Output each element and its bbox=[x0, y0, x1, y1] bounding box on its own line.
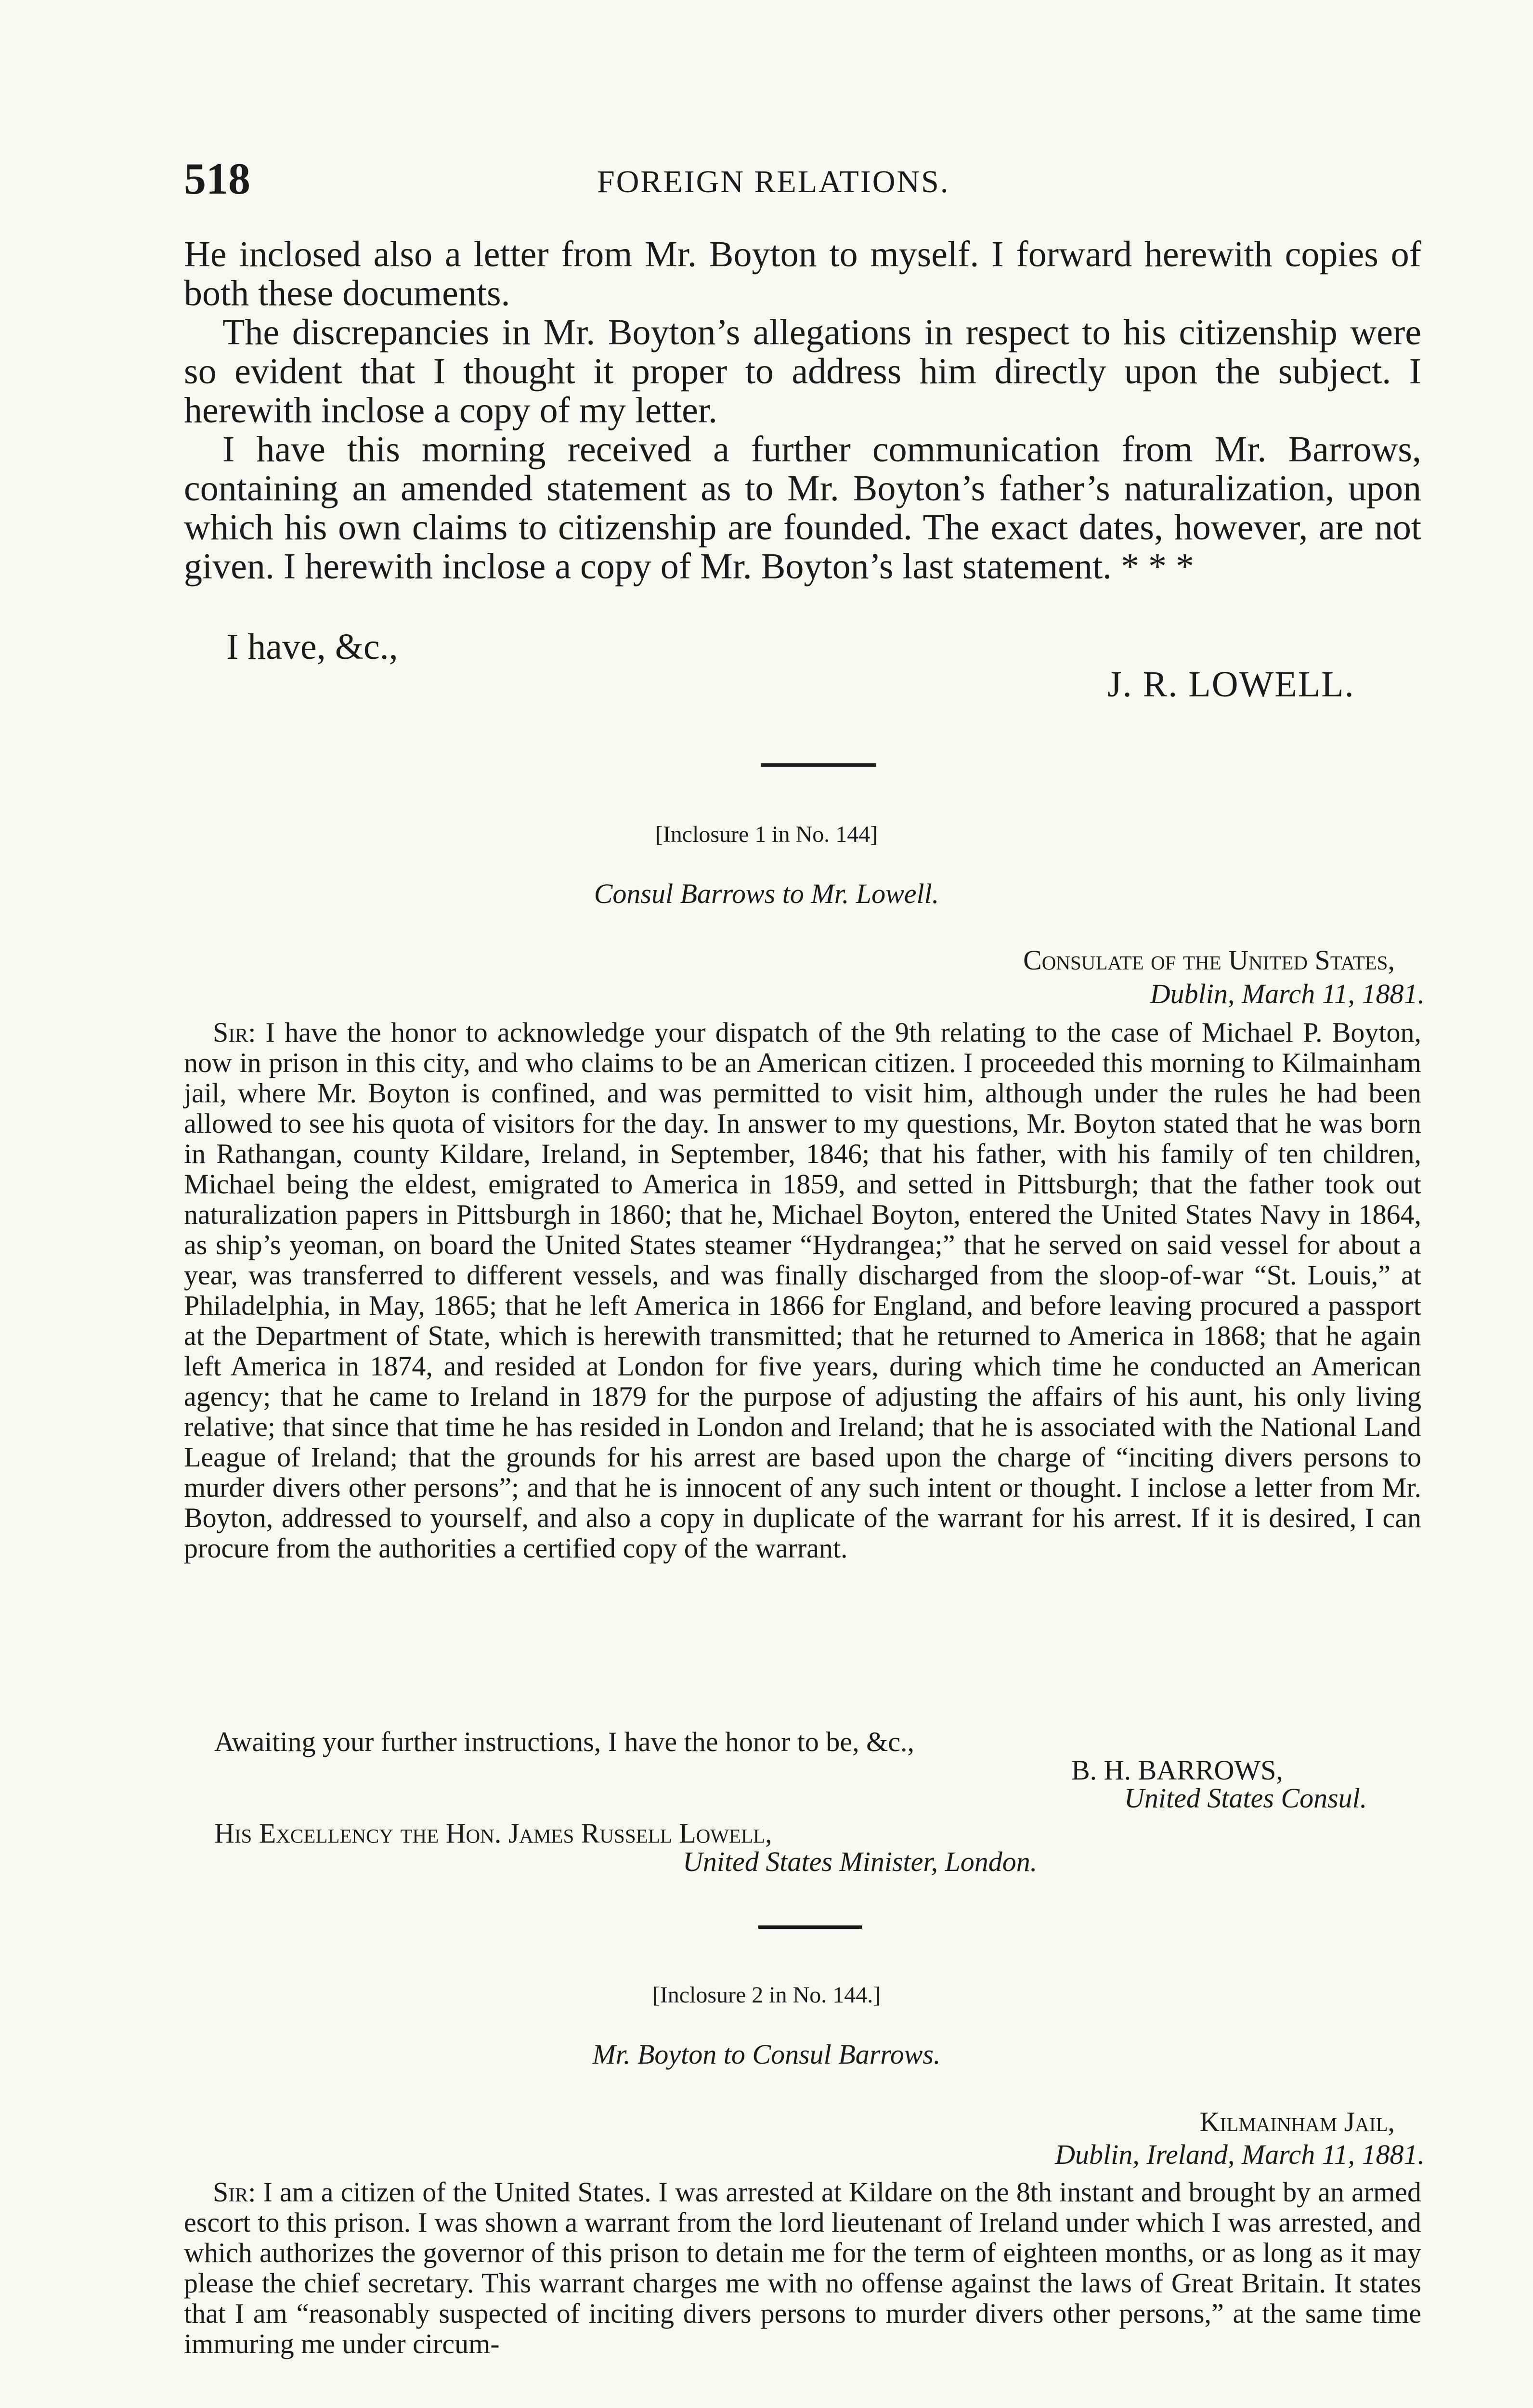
letter-paragraph: The discrepancies in Mr. Boyton’s allegations in respect to his citizenship were so evident that I thought it proper to address him directly upon the subject. I herewith inclose a copy of my letter. bbox=[184, 312, 1421, 431]
inclosure-1-salutation: Sir: bbox=[213, 1017, 256, 1048]
inclosure-1-label: [Inclosure 1 in No. 144] bbox=[655, 822, 878, 847]
inclosure-2-label: [Inclosure 2 in No. 144.] bbox=[652, 1982, 881, 2008]
inclosure-2-salutation: Sir: bbox=[213, 2176, 256, 2208]
inclosure-1-addressee-title: United States Minister, London. bbox=[683, 1846, 1038, 1877]
inclosure-1-title: Consul Barrows to Mr. Lowell. bbox=[594, 878, 939, 909]
inclosure-1-addressee: His Excellency the Hon. James Russell Lowell, bbox=[214, 1818, 772, 1849]
section-divider bbox=[761, 763, 876, 767]
inclosure-1-body bbox=[184, 1017, 1421, 1563]
letter-closing: I have, &c., bbox=[226, 627, 398, 667]
inclosure-1-signature: B. H. BARROWS, bbox=[1071, 1754, 1283, 1786]
letter-paragraph: I have this morning received a further communication from Mr. Barrows, containing an amended statement as to Mr. Boyton’s father’s naturalization, upon which his own claims to citizenship are founded. The exact dates, however, are not given. I herewith inclose a copy of Mr. Boyton’s last statement. * * * bbox=[184, 429, 1421, 587]
section-divider bbox=[758, 1925, 862, 1929]
page-number: 518 bbox=[184, 154, 250, 203]
inclosure-2-date: Dublin, Ireland, March 11, 1881. bbox=[1055, 2139, 1425, 2170]
inclosure-1-signature-title: United States Consul. bbox=[1124, 1782, 1367, 1814]
letter-signature: J. R. LOWELL. bbox=[1107, 664, 1355, 705]
inclosure-2-title: Mr. Boyton to Consul Barrows. bbox=[592, 2039, 941, 2070]
inclosure-2-body bbox=[184, 2177, 1421, 2359]
inclosure-2-text: I am a citizen of the United States. I was arrested at Kildare on the 8th instant and brought by an armed escort to this prison. I was shown a warrant from the lord lieutenant of Ireland under which I was arrested, and which authorizes the governor of this prison to detain me for the term of eighteen months, or as long as it may please the chief secretary. This warrant charges me with no offense against the laws of Great Britain. It states that I am “reasonably suspected of inciting divers persons to murder divers other persons,” at the same time immuring me under circum- bbox=[184, 2176, 1422, 2359]
inclosure-1-closing: Awaiting your further instructions, I have the honor to be, &c., bbox=[214, 1726, 914, 1757]
letter-paragraph: He inclosed also a letter from Mr. Boyton to myself. I forward herewith copies of both these documents. bbox=[184, 234, 1421, 314]
running-head: FOREIGN RELATIONS. bbox=[597, 164, 950, 199]
inclosure-1-place: Consulate of the United States, bbox=[1023, 944, 1395, 976]
letter-body bbox=[184, 235, 1421, 586]
inclosure-1-text: I have the honor to acknowledge your dispatch of the 9th relating to the case of Michael P. Boyton, now in prison in this city, and who claims to be an American citizen. I proceeded this morning to Kilmainham jail, where Mr. Boyton is confined, and was permitted to visit him, although under the rules he had been allowed to see his quota of visitors for the day. In answer to my questions, Mr. Boyton stated that he was born in Rathangan, county Kildare, Ireland, in September, 1846; that his father, with his family of ten children, Michael being the eldest, emigrated to America in 1859, and setted in Pittsburgh; that the father took out naturalization papers in Pittsburgh in 1860; that he, Michael Boyton, entered the United States Navy in 1864, as ship’s yeoman, on board the United States steamer “Hydrangea;” that he served on said vessel for about a year, was transferred to different vessels, and was finally discharged from the sloop-of-war “St. Louis,” at Philadelphia, in May, 1865; that he left America in 1866 for England, and before leaving procured a passport at the Department of State, which is herewith transmitted; that he returned to America in 1868; that he again left America in 1874, and resided at London for five years, during which time he conducted an American agency; that he came to Ireland in 1879 for the purpose of adjusting the affairs of his aunt, his only living relative; that since that time he has resided in London and Ireland; that he is associated with the National Land League of Ireland; that the grounds for his arrest are based upon the charge of “inciting divers persons to murder divers other persons”; and that he is innocent of any such intent or thought. I inclose a letter from Mr. Boyton, addressed to yourself, and also a copy in duplicate of the warrant for his arrest. If it is desired, I can procure from the authorities a certified copy of the warrant. bbox=[184, 1017, 1422, 1564]
inclosure-2-place: Kilmainham Jail, bbox=[1199, 2106, 1395, 2137]
inclosure-1-date: Dublin, March 11, 1881. bbox=[1150, 978, 1425, 1009]
